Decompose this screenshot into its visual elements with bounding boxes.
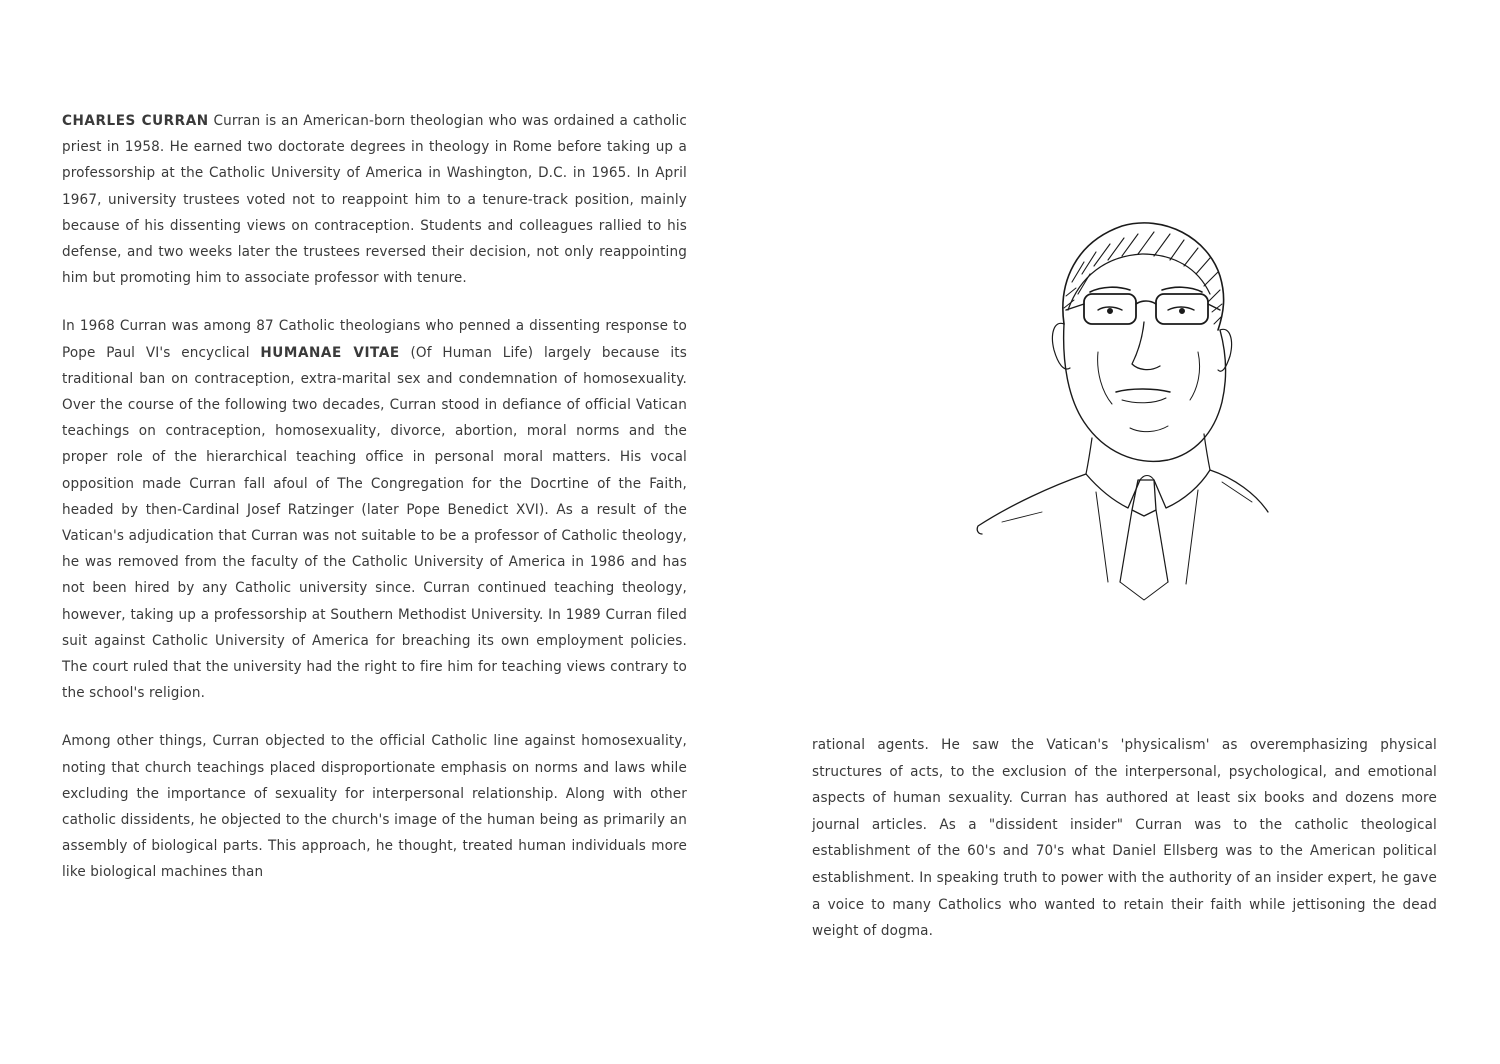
paragraph-continuation-text: rational agents. He saw the Vatican's 'physicalism' as overemphasizing physical structures of acts, to the exclusion of the interpersonal, psychological, and emotional aspects of human sexuality. Curran has authored at least six books and dozens more journal articles. As a "dissident insider" Curran was to the catholic theological establishment of the 60's and 70's what Daniel Ellsberg was to the American political establishment. In speaking truth to power with the authority of an insider expert, he gave a voice to many Catholics who wanted to retain their faith while jettisoning the dead weight of dogma.	[812, 736, 1437, 940]
paragraph-intro	[62, 108, 687, 291]
paragraph-objections-text: Among other things, Curran objected to the official Catholic line against homosexuality, noting that church teachings placed disproportionate emphasis on norms and laws while excluding the importance of sexuality for interpersonal relationship. Along with other catholic dissidents, he objected to the church's image of the human being as primarily an assembly of biological parts. This approach, he thought, treated human individuals more like biological machines than	[62, 732, 687, 881]
paragraph-dissent-after: (Of Human Life) largely because its traditional ban on contraception, extra-marital sex and condemnation of homosexuality. Over the course of the following two decades, Curran stood in defiance of official Vatican teachings on contraception, homosexuality, divorce, abortion, moral norms and the proper role of the hierarchical teaching office in personal moral matters. His vocal opposition made Curran fall afoul of The Congregation for the Docrtine of the Faith, headed by then-Cardinal Josef Ratzinger (later Pope Benedict XVI). As a result of the Vatican's adjudication that Curran was not suitable to be a professor of Catholic theology, he was removed from the faculty of the Catholic University of America in 1986 and has not been hired by any Catholic university since. Curran continued teaching theology, however, taking up a professorship at Southern Methodist University. In 1989 Curran filed suit against Catholic University of America for breaching its own employment policies. The court ruled that the university had the right to fire him for teaching views contrary to the school's religion.	[62, 343, 687, 702]
right-page-text	[812, 732, 1437, 967]
paragraph-dissent-before: In 1968 Curran was among 87 Catholic theologians who penned a dissenting response to Pope Paul VI's encyclical	[62, 317, 687, 361]
left-page-text	[62, 108, 688, 908]
encyclical-title: HUMANAE VITAE	[260, 343, 400, 361]
portrait-sketch-icon	[972, 212, 1274, 604]
paragraph-continuation	[812, 732, 1437, 945]
paragraph-intro-text: Curran is an American-born theologian who was ordained a catholic priest in 1958. He earned two doctorate degrees in theology in Rome before taking up a professorship at the Catholic University of America in Washington, D.C. in 1965. In April 1967, university trustees voted not to reappoint him to a tenure-track position, mainly because of his dissenting views on contraception. Students and colleagues rallied to his defense, and two weeks later the trustees reversed their decision, not only reappointing him but promoting him to associate professor with tenure.	[62, 112, 687, 287]
paragraph-dissent	[62, 313, 687, 706]
paragraph-objections	[62, 728, 687, 885]
portrait-sketch	[972, 212, 1274, 604]
subject-name: CHARLES CURRAN	[62, 112, 209, 129]
